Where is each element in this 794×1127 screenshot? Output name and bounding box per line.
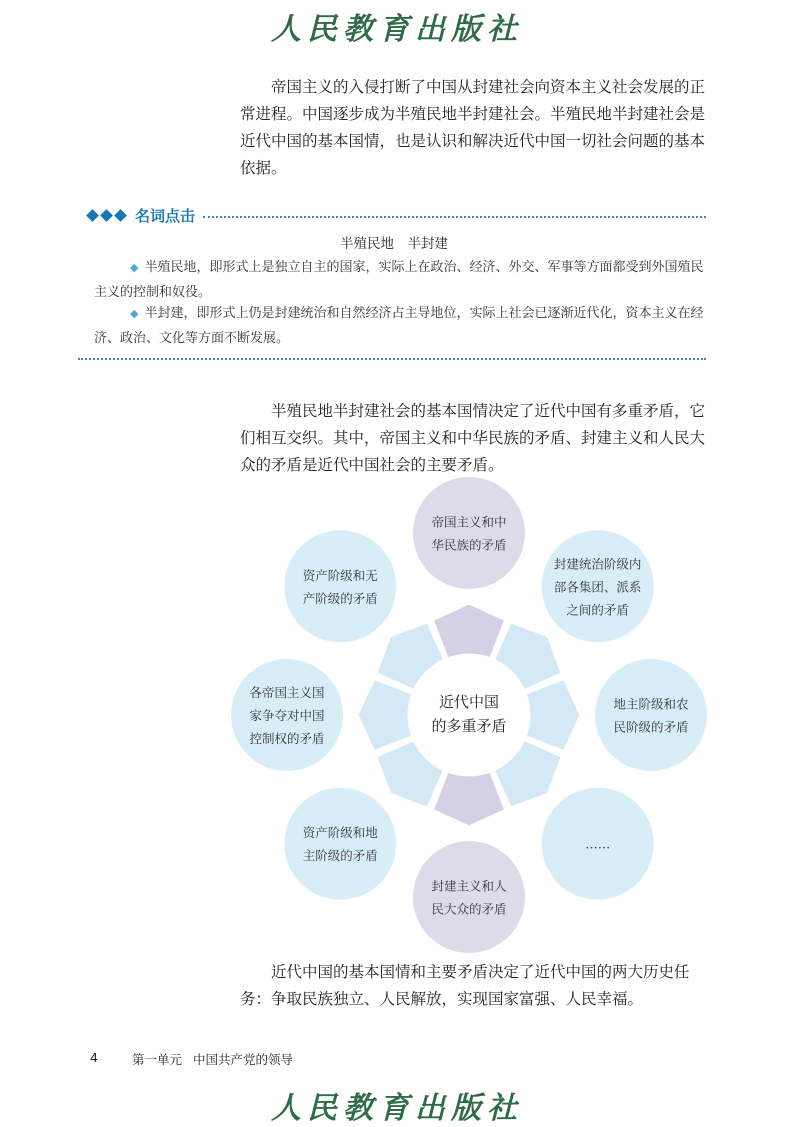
diamond-bullet-icon: ◆ <box>130 261 139 274</box>
footer-chapter: 中国共产党的领导 <box>193 1052 294 1067</box>
node-label: 之间的矛盾 <box>566 602 629 618</box>
node-label: 主阶级的矛盾 <box>302 848 378 864</box>
node-label: 封建统治阶级内 <box>553 556 642 572</box>
terms-list: 半殖民地 半封建 <box>340 236 448 252</box>
paragraph-contradictions: 半殖民地半封建社会的基本国情决定了近代中国有多重矛盾，它们相互交织。其中，帝国主义和中华民族的矛盾、封建主义和人民大众的矛盾是近代中国社会的主要矛盾。 <box>240 402 706 474</box>
ring-segment <box>432 771 505 827</box>
node-label: 民大众的矛盾 <box>431 901 507 917</box>
contradiction-node <box>284 788 396 900</box>
page-number: 4 <box>90 1050 98 1065</box>
publisher-logo-bottom: 人民教育出版社 <box>271 1091 523 1126</box>
paragraph-tasks: 近代中国的基本国情和主要矛盾决定了近代中国的两大历史任务：争取民族独立、人民解放，实现国家富强、人民幸福。 <box>240 963 690 1008</box>
node-label: …… <box>585 836 611 852</box>
node-label: 部各集团、派系 <box>553 579 642 595</box>
definition-text: 半封建，即形式上仍是封建统治和自然经济占主导地位，实际上社会已逐渐近代化，资本主义在经济、政治、文化等方面不断发展。 <box>94 306 704 346</box>
contradiction-node <box>413 841 525 953</box>
publisher-logo-top: 人民教育出版社 <box>271 12 523 47</box>
terms-box-title: 名词点击 <box>135 206 196 225</box>
node-label: 产阶级的矛盾 <box>302 590 378 606</box>
node-label: 资产阶级和地 <box>302 825 378 841</box>
node-label: 地主阶级和农 <box>613 696 689 712</box>
definition-text: 半殖民地，即形式上是独立自主的国家，实际上在政治、经济、外交、军事等方面都受到外国殖民主义的控制和奴役。 <box>94 260 704 300</box>
ring-segment <box>357 678 413 751</box>
contradiction-node <box>595 659 707 771</box>
diamond-bullet-icon: ◆ <box>130 307 139 320</box>
contradiction-node <box>413 477 525 589</box>
node-label: 资产阶级和无 <box>302 567 378 583</box>
node-label: 民阶级的矛盾 <box>613 719 689 735</box>
node-label: 帝国主义和中 <box>431 514 507 530</box>
center-label: 的多重矛盾 <box>431 717 507 735</box>
center-label: 近代中国 <box>438 693 500 711</box>
contradiction-node <box>284 530 396 642</box>
node-label: 华民族的矛盾 <box>431 537 507 553</box>
ring-segment <box>432 603 505 659</box>
ring-segment <box>525 678 581 751</box>
node-label: 家争夺对中国 <box>249 708 325 723</box>
center-circle <box>411 657 527 773</box>
footer-unit: 第一单元 <box>132 1052 183 1067</box>
node-label: 各帝国主义国 <box>249 685 325 700</box>
paragraph-intro: 帝国主义的入侵打断了中国从封建社会向资本主义社会发展的正常进程。中国逐步成为半殖民地半封建社会。半殖民地半封建社会是近代中国的基本国情，也是认识和解决近代中国一切社会问题的基本依据。 <box>240 78 706 177</box>
node-label: 封建主义和人 <box>431 878 507 894</box>
node-label: 控制权的矛盾 <box>249 731 325 746</box>
